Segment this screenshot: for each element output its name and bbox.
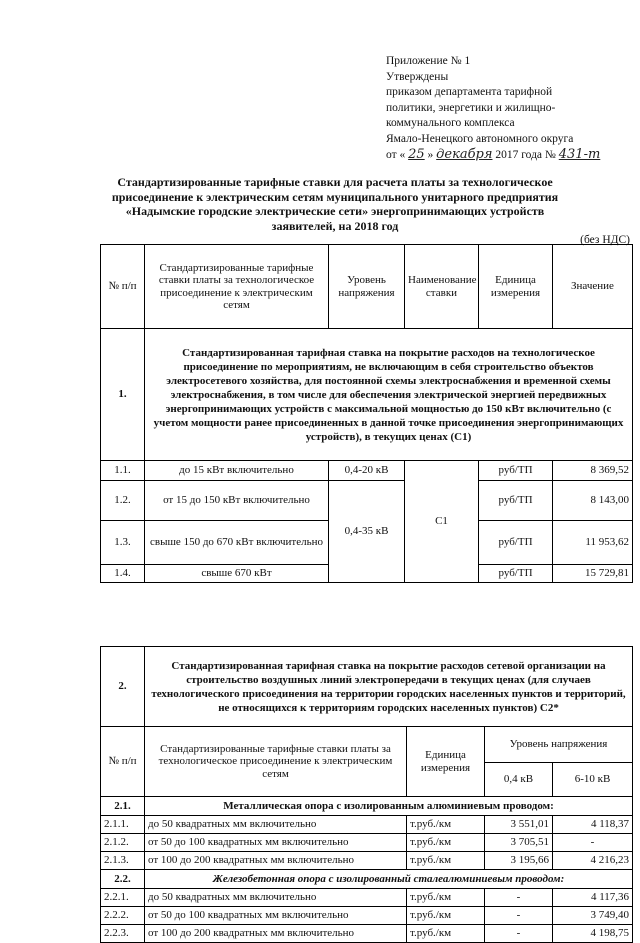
table-row: 2.2.3. от 100 до 200 квадратных мм включительно т.руб./км - 4 198,75 [101,925,633,943]
header-unit: Единица измерения [407,727,485,797]
table-row: 2.1.1. до 50 квадратных мм включительно т.руб./км 3 551,01 4 118,37 [101,816,633,834]
table-row: 2.2.1. до 50 квадратных мм включительно т.руб./км - 4 117,36 [101,889,633,907]
header-voltage-04: 0,4 кВ [485,763,553,797]
header-voltage: Уровень напряжения [485,727,633,763]
appendix-line: коммунального комплекса [386,117,515,129]
table-header-row [101,245,633,329]
rate-name-cell: С1 [405,461,479,583]
order-date-line: от « 25 » декабря 2017 года № 431-т [386,147,601,162]
header-voltage-610: 6-10 кВ [553,763,633,797]
tariff-table-c2 [100,646,633,943]
header-num: № п/п [101,727,145,797]
section-num: 2. [101,647,145,727]
header-rates: Стандартизированные тарифные ставки платы за технологическое присоединение к электрическим сетям [145,727,407,797]
table-row: 1.2. от 15 до 150 кВт включительно 0,4-35 кВ руб/ТП 8 143,00 [101,481,633,521]
table-row: 1.4. свыше 670 кВт руб/ТП 15 729,81 [101,565,633,583]
header-value: Значение [553,245,633,329]
appendix-line: Ямало-Ненецкого автономного округа [386,132,574,145]
header-rate-name: Наименование ставки [405,245,479,329]
section-text: Стандартизированная тарифная ставка на покрытие расходов сетевой организации на строительство воздушных линий электропередачи в текущих ценах (для случаев технологического присоединения на территории городских населенных пунктов и территорий, не относящихся к территориям городских населенных пунктов) С2* [145,647,633,727]
appendix-line: политики, энергетики и жилищно- [386,101,556,114]
approval-block [386,54,636,164]
section-num: 1. [101,329,145,461]
appendix-line: приказом департамента тарифной [386,86,553,98]
table-row: 2.1.2. от 50 до 100 квадратных мм включительно т.руб./км 3 705,51 - [101,834,633,852]
header-rates: Стандартизированные тарифные ставки платы за технологическое присоединение к электрическим сетям [145,245,329,329]
table-row: 2.1.3. от 100 до 200 квадратных мм включительно т.руб./км 3 195,66 4 216,23 [101,852,633,870]
header-voltage: Уровень напряжения [329,245,405,329]
vat-note: (без НДС) [580,234,630,246]
header-num: № п/п [101,245,145,329]
section-row [101,329,633,461]
appendix-line: Приложение № 1 [386,55,471,67]
table-header-row [101,727,633,763]
tariff-table-c1 [100,244,633,583]
voltage-merged-cell: 0,4-35 кВ [329,481,405,583]
group-row: 2.1. Металлическая опора с изолированным алюминиевым проводом: [101,797,633,816]
handwritten-number: 431-т [558,147,601,162]
handwritten-month: декабря [436,147,493,162]
table-row: 1.3. свыше 150 до 670 кВт включительно руб/ТП 11 953,62 [101,521,633,565]
group-row: 2.2. Железобетонная опора с изолированный сталеалюминиевым проводом: [101,870,633,889]
section-row [101,647,633,727]
document-title: Стандартизированные тарифные ставки для расчета платы за технологическое присоединение к электрическим сетям муниципального унитарного предприятия «Надымские городские электрические сети» энергопринимающих устройств заявителей, на 2018 год [111,175,559,233]
table-row: 2.2.2. от 50 до 100 квадратных мм включительно т.руб./км - 3 749,40 [101,907,633,925]
appendix-line: Утверждены [386,70,449,83]
table-row: 1.1. до 15 кВт включительно 0,4-20 кВ С1 руб/ТП 8 369,52 [101,461,633,481]
section-text: Стандартизированная тарифная ставка на покрытие расходов на технологическое присоединение по мероприятиям, не включающим в себя строительство объектов электросетевого хозяйства, для постоянной схемы электроснабжения и временной схемы электроснабжения, в том числе для обеспечения электрической энергией передвижных энергопринимающих устройств с максимальной мощностью до 150 кВт включительно (с учетом мощности ранее присоединенных в данной точке присоединения энергопринимающих устройств), в текущих ценах (С1) [145,329,633,461]
handwritten-day: 25 [408,147,425,162]
header-unit: Единица измерения [479,245,553,329]
